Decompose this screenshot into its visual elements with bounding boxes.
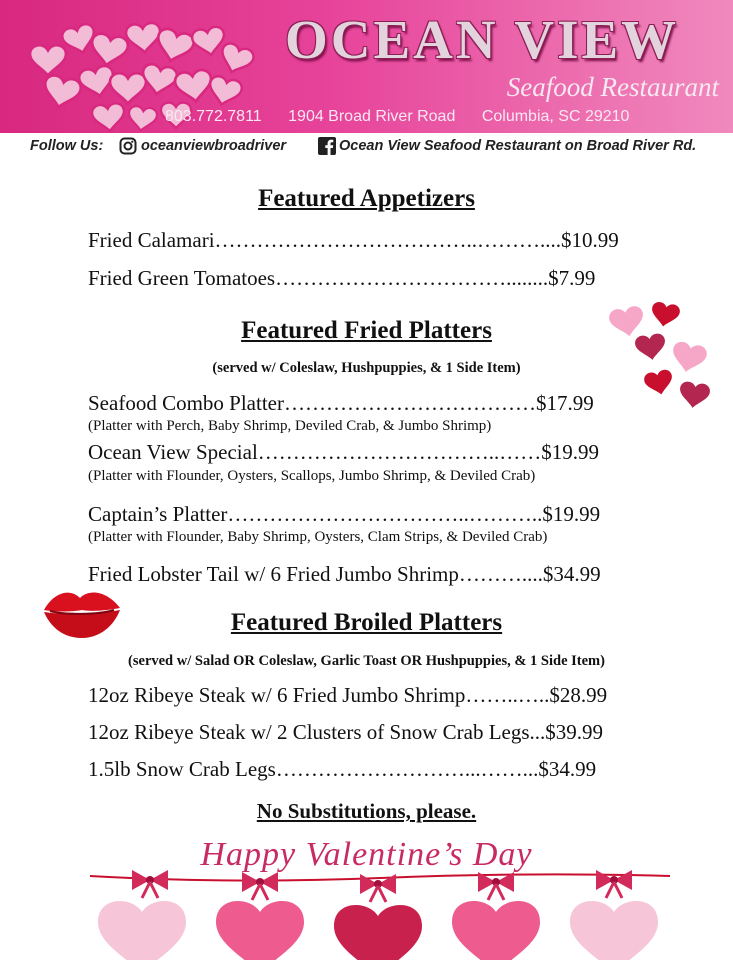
city-state-zip: Columbia, SC 29210	[481, 108, 630, 125]
broiled-platters-note: (served w/ Salad OR Coleslaw, Garlic Toast OR Hushpuppies, & 1 Side Item)	[128, 653, 605, 669]
item-price: $39.99	[545, 720, 604, 744]
item-leader-dots: ……………………………........	[275, 266, 549, 290]
item-leader-dots: ………....	[458, 562, 543, 586]
item-price: $17.99	[535, 391, 594, 415]
valentine-greeting: Happy Valentine’s Day	[200, 836, 533, 873]
item-name: 12oz Ribeye Steak w/ 2 Clusters of Snow Crab Legs	[88, 720, 530, 744]
phone-number: 803.772.7811	[165, 108, 262, 125]
no-substitutions-note: No Substitutions, please.	[256, 799, 477, 823]
hearts-decoration-icon	[600, 292, 718, 410]
item-leader-dots: ……………………………..……	[257, 440, 542, 464]
facebook-page-name[interactable]: Ocean View Seafood Restaurant on Broad River Rd.	[339, 138, 697, 154]
social-follow-bar	[0, 133, 733, 159]
menu-item	[88, 502, 648, 527]
item-leader-dots: ………………………...……...	[275, 757, 539, 781]
menu-item	[88, 391, 648, 416]
item-description: (Platter with Flounder, Baby Shrimp, Oysters, Clam Strips, & Deviled Crab)	[88, 529, 548, 545]
item-name: Captain’s Platter	[88, 502, 228, 526]
instagram-icon	[119, 137, 137, 159]
item-price: $34.99	[542, 562, 601, 586]
hanging-hearts-garland-icon	[80, 860, 680, 960]
menu-item	[88, 757, 648, 782]
item-price: $19.99	[542, 502, 601, 526]
item-name: Fried Calamari	[88, 228, 215, 252]
street-address: 1904 Broad River Road	[288, 108, 456, 125]
menu-item	[88, 440, 648, 465]
appetizers-title: Featured Appetizers	[258, 185, 475, 212]
menu-item	[88, 720, 648, 745]
item-description: (Platter with Perch, Baby Shrimp, Deviled Crab, & Jumbo Shrimp)	[88, 418, 492, 434]
item-leader-dots: ……………………………..………..	[227, 502, 543, 526]
item-name: Fried Green Tomatoes	[88, 266, 276, 290]
item-name: 1.5lb Snow Crab Legs	[88, 757, 276, 781]
item-name: Seafood Combo Platter	[88, 391, 284, 415]
item-name: 12oz Ribeye Steak w/ 6 Fried Jumbo Shrimp	[88, 683, 466, 707]
restaurant-header	[0, 0, 733, 133]
menu-item	[88, 266, 648, 291]
facebook-icon	[318, 137, 336, 159]
restaurant-name: OCEAN VIEW	[285, 9, 680, 70]
item-price: $28.99	[549, 683, 608, 707]
item-description: (Platter with Flounder, Oysters, Scallops, Jumbo Shrimp, & Deviled Crab)	[88, 468, 536, 484]
broiled-platters-title: Featured Broiled Platters	[230, 609, 503, 636]
fried-platters-note: (served w/ Coleslaw, Hushpuppies, & 1 Side Item)	[212, 360, 521, 376]
lips-kiss-icon	[40, 584, 125, 644]
item-price: $10.99	[561, 228, 619, 252]
menu-item	[88, 228, 648, 253]
instagram-handle[interactable]: oceanviewbroadriver	[141, 138, 287, 154]
menu-item	[88, 562, 648, 587]
restaurant-subtitle: Seafood Restaurant	[506, 72, 719, 102]
fried-platters-title: Featured Fried Platters	[241, 317, 492, 344]
item-price: $34.99	[538, 757, 597, 781]
item-price: $19.99	[541, 440, 600, 464]
item-name: Ocean View Special	[88, 440, 258, 464]
item-name: Fried Lobster Tail w/ 6 Fried Jumbo Shrimp	[88, 562, 459, 586]
item-leader-dots: ……..…..	[465, 683, 550, 707]
item-leader-dots: ...	[529, 720, 546, 744]
item-price: $7.99	[548, 266, 596, 290]
follow-label: Follow Us:	[30, 138, 104, 154]
menu-item	[88, 683, 648, 708]
item-leader-dots: ………………………………..………....	[214, 228, 562, 252]
contact-line	[165, 108, 651, 126]
item-leader-dots: ………………………………	[283, 391, 536, 415]
